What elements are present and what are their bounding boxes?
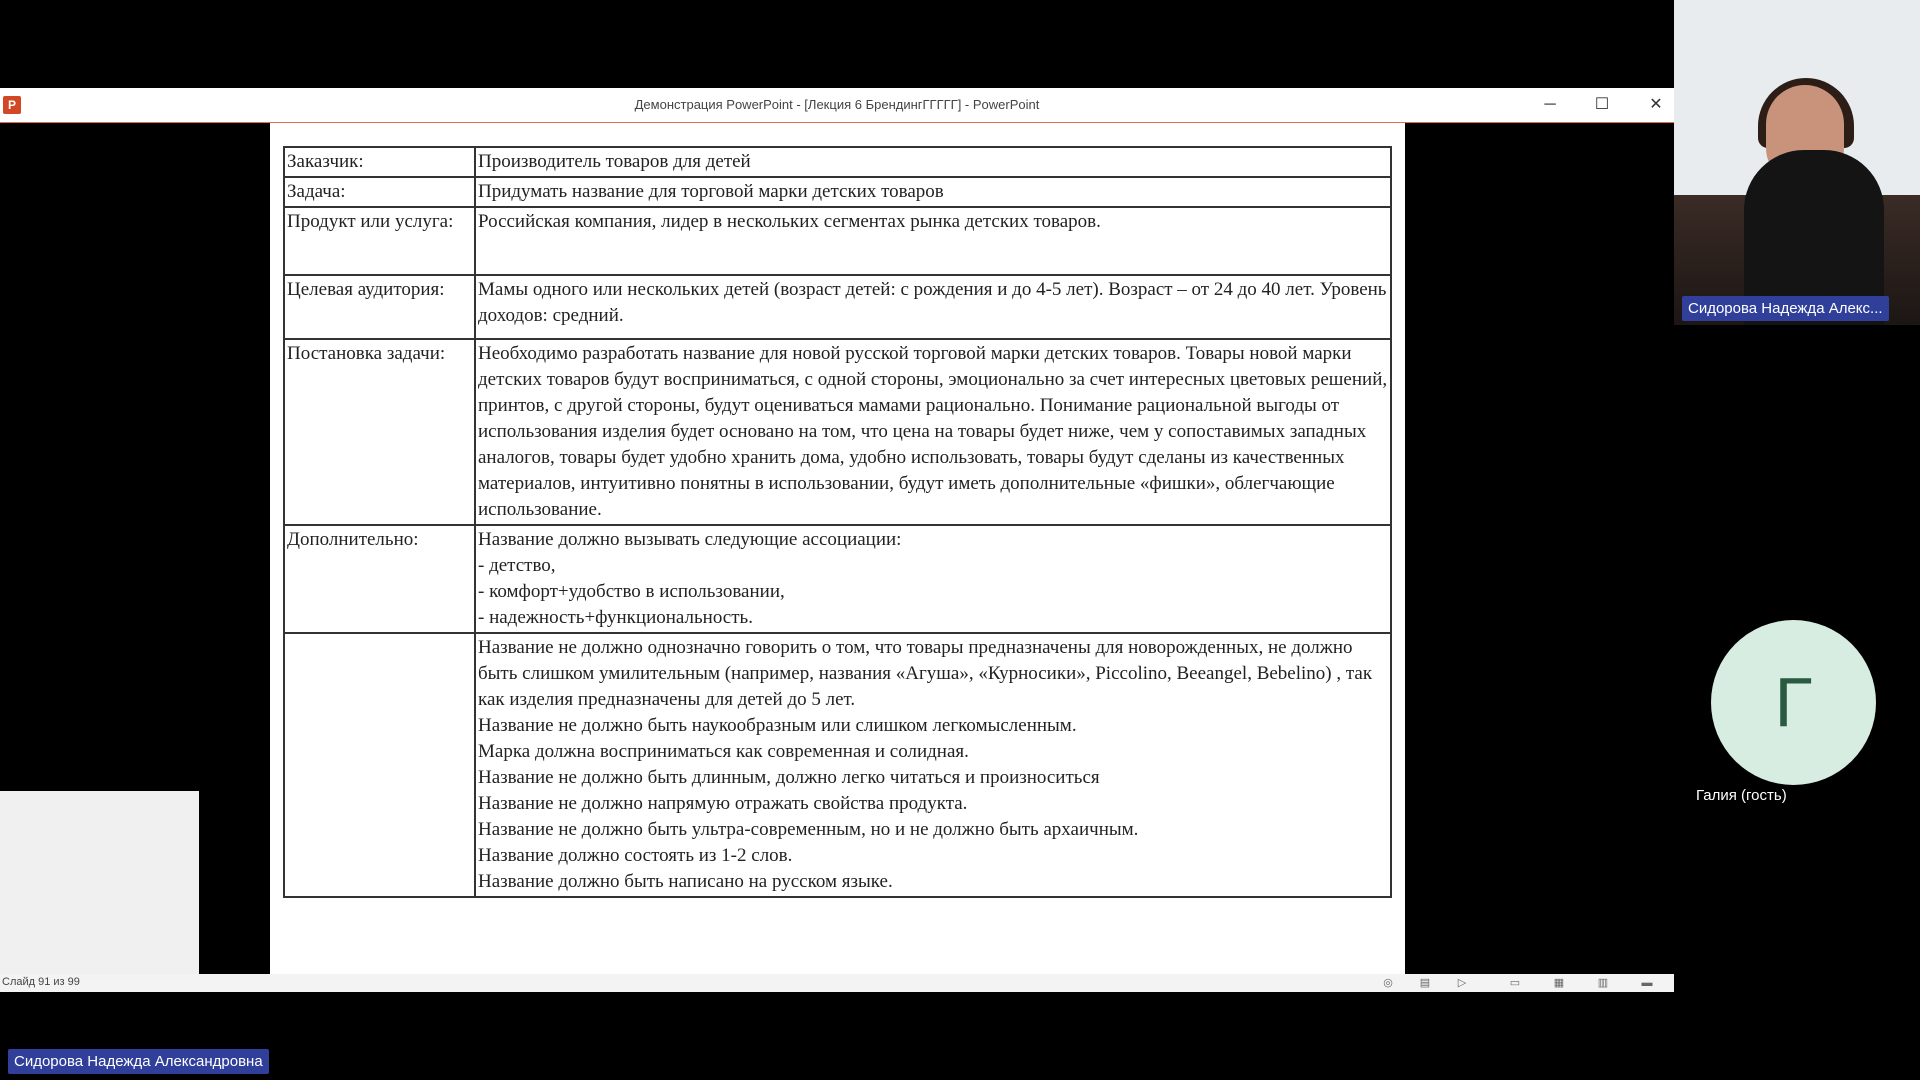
presenter-full-name: Сидорова Надежда Александровна xyxy=(8,1049,269,1074)
notes-icon[interactable]: ▤ xyxy=(1419,977,1431,989)
value-line: Название должно быть написано на русском языке. xyxy=(478,871,893,892)
maximize-button[interactable]: ☐ xyxy=(1594,96,1610,113)
value-line: Придумать название для торговой марки детских товаров xyxy=(478,181,944,202)
status-bar xyxy=(0,974,1674,992)
table-row xyxy=(284,177,1391,207)
value-line: Название должно вызывать следующие ассоциации: xyxy=(478,529,902,550)
value-line: - детство, xyxy=(478,555,556,576)
row-label: Целевая аудитория: xyxy=(284,275,475,339)
window-title: Демонстрация PowerPoint - [Лекция 6 БрендингГГГГГ] - PowerPoint xyxy=(634,97,1040,112)
row-label xyxy=(284,633,475,897)
value-line: - надежность+функциональность. xyxy=(478,607,753,628)
value-line: Производитель товаров для детей xyxy=(478,151,751,172)
value-line: Название должно состоять из 1-2 слов. xyxy=(478,845,793,866)
value-line: Название не должно быть длинным, должно легко читаться и произноситься xyxy=(478,767,1100,788)
row-label: Дополнительно: xyxy=(284,525,475,633)
brief-table xyxy=(283,146,1392,898)
row-value xyxy=(475,633,1391,897)
value-line: Марка должна восприниматься как современная и солидная. xyxy=(478,741,969,762)
row-value xyxy=(475,147,1391,177)
row-value xyxy=(475,177,1391,207)
table-row xyxy=(284,339,1391,525)
reading-view-icon[interactable]: ▥ xyxy=(1597,977,1609,989)
table-row xyxy=(284,147,1391,177)
accessibility-icon[interactable]: ◎ xyxy=(1383,977,1393,989)
value-line: Российская компания, лидер в нескольких сегментах рынка детских товаров. xyxy=(478,211,1101,232)
row-value xyxy=(475,275,1391,339)
value-line: Необходимо разработать название для новой русской торговой марки детских товаров. Товары новой марки детских товаров будут восприниматься, с одной стороны, эмоционально за счет интересных цветовых решений, принтов, с другой стороны, будут оцениваться мамами рационально. Понимание рациональной выгоды от использования изделия будет основано на том, что цена на товары будет ниже, чем у сопоставимых западных аналогов, товары будет удобно хранить дома, удобно использовать, товары будут сделаны из качественных материалов, интуитивно понятны в использовании, будут иметь дополнительные «фишки», облегчающие использование. xyxy=(478,343,1388,520)
table-row xyxy=(284,633,1391,897)
slide-counter: Слайд 91 из 99 xyxy=(2,976,80,988)
powerpoint-app-icon[interactable]: P xyxy=(3,96,21,114)
table-row xyxy=(284,207,1391,275)
table-row xyxy=(284,525,1391,633)
value-line: - комфорт+удобство в использовании, xyxy=(478,581,785,602)
presenter-tile-name: Сидорова Надежда Алекс... xyxy=(1682,296,1889,321)
slideshow-stage xyxy=(0,123,1674,974)
value-line: Название не должно быть наукообразным или слишком легкомысленным. xyxy=(478,715,1077,736)
slide[interactable] xyxy=(270,123,1405,974)
row-label: Заказчик: xyxy=(284,147,475,177)
row-value xyxy=(475,207,1391,275)
row-label: Продукт или услуга: xyxy=(284,207,475,275)
slide-sorter-icon[interactable]: ▦ xyxy=(1553,977,1565,989)
guest-avatar[interactable]: Г xyxy=(1711,620,1876,785)
table-row xyxy=(284,275,1391,339)
slideshow-icon[interactable]: ▬ xyxy=(1641,977,1653,989)
value-line: Название не должно напрямую отражать свойства продукта. xyxy=(478,793,968,814)
value-line: Название не должно быть ультра-современным, но и не должно быть архаичным. xyxy=(478,819,1139,840)
minimize-button[interactable]: ─ xyxy=(1544,96,1556,113)
powerpoint-window xyxy=(0,88,1674,992)
normal-view-icon[interactable]: ▭ xyxy=(1509,977,1521,989)
value-line: Название не должно однозначно говорить о том, что товары предназначены для новорожденных, не должно быть слишком умилительным (например, названия «Агуша», «Курносики», Piccolino, Beeangel, Bebelino) , так как изделия предназначены для детей до 5 лет. xyxy=(478,637,1373,710)
row-label: Постановка задачи: xyxy=(284,339,475,525)
presenter-video-tile[interactable] xyxy=(1674,0,1920,325)
shared-screen-overlay xyxy=(0,791,199,974)
row-value xyxy=(475,339,1391,525)
row-value xyxy=(475,525,1391,633)
row-label: Задача: xyxy=(284,177,475,207)
close-button[interactable]: ✕ xyxy=(1649,96,1663,113)
guest-name: Галия (гость) xyxy=(1696,787,1787,804)
title-bar xyxy=(0,88,1674,123)
play-icon[interactable]: ▷ xyxy=(1457,977,1467,989)
value-line: Мамы одного или нескольких детей (возраст детей: с рождения и до 4-5 лет). Возраст – от 24 до 40 лет. Уровень доходов: средний. xyxy=(478,279,1387,326)
